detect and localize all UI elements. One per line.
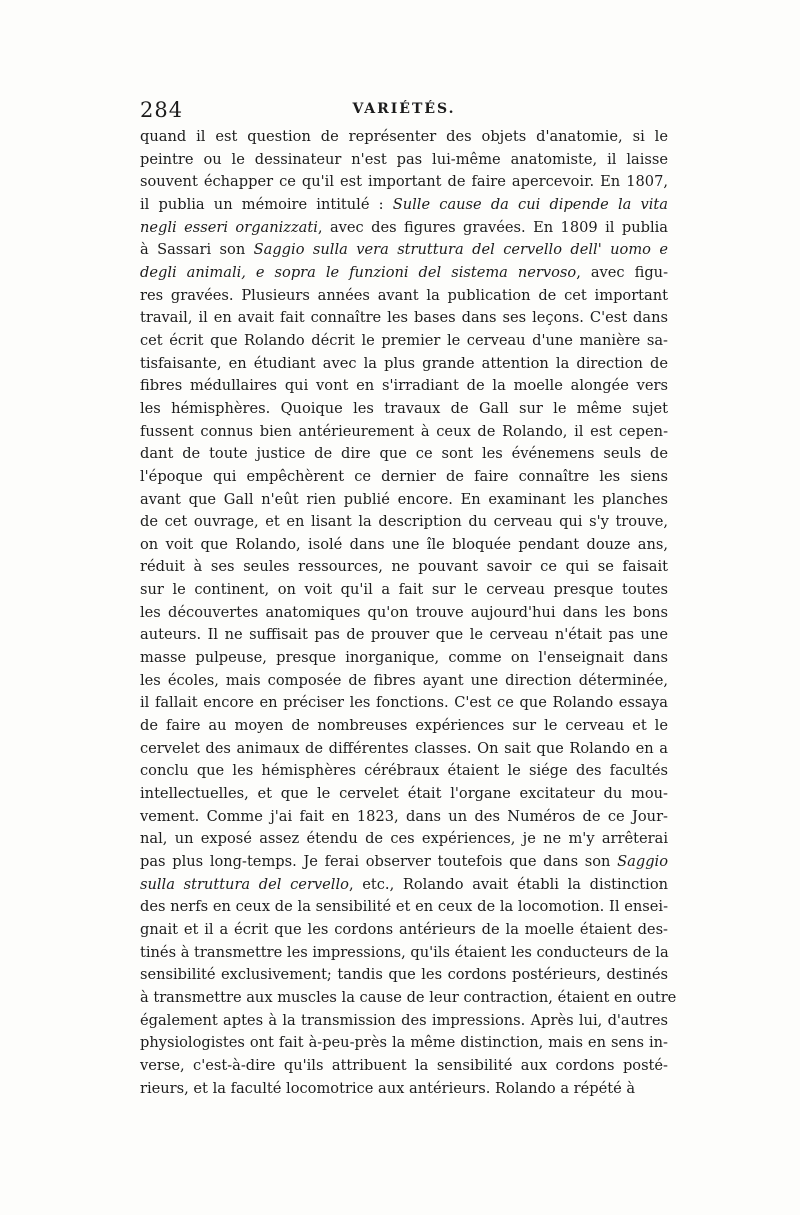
- page-header: [140, 98, 668, 124]
- text-line: on voit que Rolando, isolé dans une île bloquée pendant douze ans,: [140, 535, 668, 553]
- body-text: [140, 126, 677, 1100]
- text-line: res gravées. Plusieurs années avant la publication de cet important: [140, 286, 668, 304]
- text-line: rieurs, et la faculté locomotrice aux antérieurs. Rolando a répété à: [140, 1079, 636, 1097]
- text-line: verse, c'est-à-dire qu'ils attribuent la sensibilité aux cordons posté-: [140, 1056, 668, 1074]
- text-line: vement. Comme j'ai fait en 1823, dans un des Numéros de ce Jour-: [140, 807, 668, 825]
- text-line: physiologistes ont fait à-peu-près la même distinction, mais en sens in-: [140, 1034, 668, 1052]
- text-line: pas plus long-temps. Je ferai observer toutefois que dans son Saggio: [140, 853, 668, 870]
- text-line: sensibilité exclusivement; tandis que les cordons postérieurs, destinés: [140, 966, 668, 984]
- text-line: conclu que les hémisphères cérébraux étaient le siége des facultés: [140, 762, 668, 780]
- text-line: masse pulpeuse, presque inorganique, comme on l'enseignait dans: [140, 649, 668, 667]
- text-line: sulla struttura del cervello, etc., Rolando avait établi la distinction: [140, 875, 669, 893]
- text-line: intellectuelles, et que le cervelet était l'organe excitateur du mou-: [140, 785, 668, 803]
- text-line: réduit à ses seules ressources, ne pouvant savoir ce qui se faisait: [140, 558, 668, 576]
- text-line: auteurs. Il ne suffisait pas de prouver que le cerveau n'était pas une: [140, 626, 668, 644]
- text-line: degli animali, e sopra le funzioni del sistema nervoso, avec figu-: [140, 263, 668, 281]
- text-line: cervelet des animaux de différentes classes. On sait que Rolando en a: [140, 739, 668, 757]
- text-line: à Sassari son Saggio sulla vera struttura del cervello dell' uomo e: [140, 241, 668, 259]
- text-line: sur le continent, on voit qu'il a fait sur le cerveau presque toutes: [140, 581, 668, 599]
- text-line: tisfaisante, en étudiant avec la plus grande attention la direction de: [140, 354, 668, 372]
- text-line: également aptes à la transmission des impressions. Après lui, d'autres: [140, 1011, 668, 1029]
- text-line: dant de toute justice de dire que ce sont les événemens seuls de: [140, 445, 668, 463]
- text-line: souvent échapper ce qu'il est important de faire apercevoir. En 1807,: [140, 173, 668, 191]
- text-line: les hémisphères. Quoique les travaux de Gall sur le même sujet: [140, 399, 668, 417]
- text-line: avant que Gall n'eût rien publié encore. En examinant les planches: [140, 490, 668, 508]
- text-line: nal, un exposé assez étendu de ces expériences, je ne m'y arrêterai: [140, 830, 668, 848]
- text-line: de faire au moyen de nombreuses expériences sur le cerveau et le: [140, 717, 668, 735]
- text-line: de cet ouvrage, et en lisant la description du cerveau qui s'y trouve,: [140, 513, 668, 531]
- text-line: les découvertes anatomiques qu'on trouve aujourd'hui dans les bons: [140, 603, 668, 621]
- text-line: peintre ou le dessinateur n'est pas lui-même anatomiste, il laisse: [140, 150, 668, 168]
- text-line: à transmettre aux muscles la cause de leur contraction, étaient en outre: [140, 988, 677, 1006]
- text-line: l'époque qui empêchèrent ce dernier de faire connaître les siens: [140, 467, 668, 485]
- text-line: tinés à transmettre les impressions, qu'ils étaient les conducteurs de la: [140, 943, 669, 961]
- text-line: des nerfs en ceux de la sensibilité et en ceux de la locomotion. Il ensei-: [140, 898, 668, 916]
- text-line: il publia un mémoire intitulé : Sulle cause da cui dipende la vita: [140, 195, 669, 213]
- text-line: negli esseri organizzati, avec des figures gravées. En 1809 il publia: [140, 218, 668, 236]
- text-line: fibres médullaires qui vont en s'irradiant de la moelle alongée vers: [140, 377, 668, 395]
- running-title: VARIÉTÉS.: [352, 101, 456, 117]
- text-line: il fallait encore en préciser les fonctions. C'est ce que Rolando essaya: [140, 694, 668, 712]
- text-line: travail, il en avait fait connaître les bases dans ses leçons. C'est dans: [140, 309, 668, 327]
- text-line: fussent connus bien antérieurement à ceux de Rolando, il est cepen-: [140, 422, 668, 440]
- text-line: gnait et il a écrit que les cordons antérieurs de la moelle étaient des-: [140, 920, 668, 938]
- text-line: cet écrit que Rolando décrit le premier le cerveau d'une manière sa-: [140, 331, 668, 349]
- text-line: quand il est question de représenter des objets d'anatomie, si le: [140, 128, 668, 145]
- page-number: 284: [140, 98, 184, 122]
- text-line: les écoles, mais composée de fibres ayant une direction déterminée,: [140, 671, 668, 689]
